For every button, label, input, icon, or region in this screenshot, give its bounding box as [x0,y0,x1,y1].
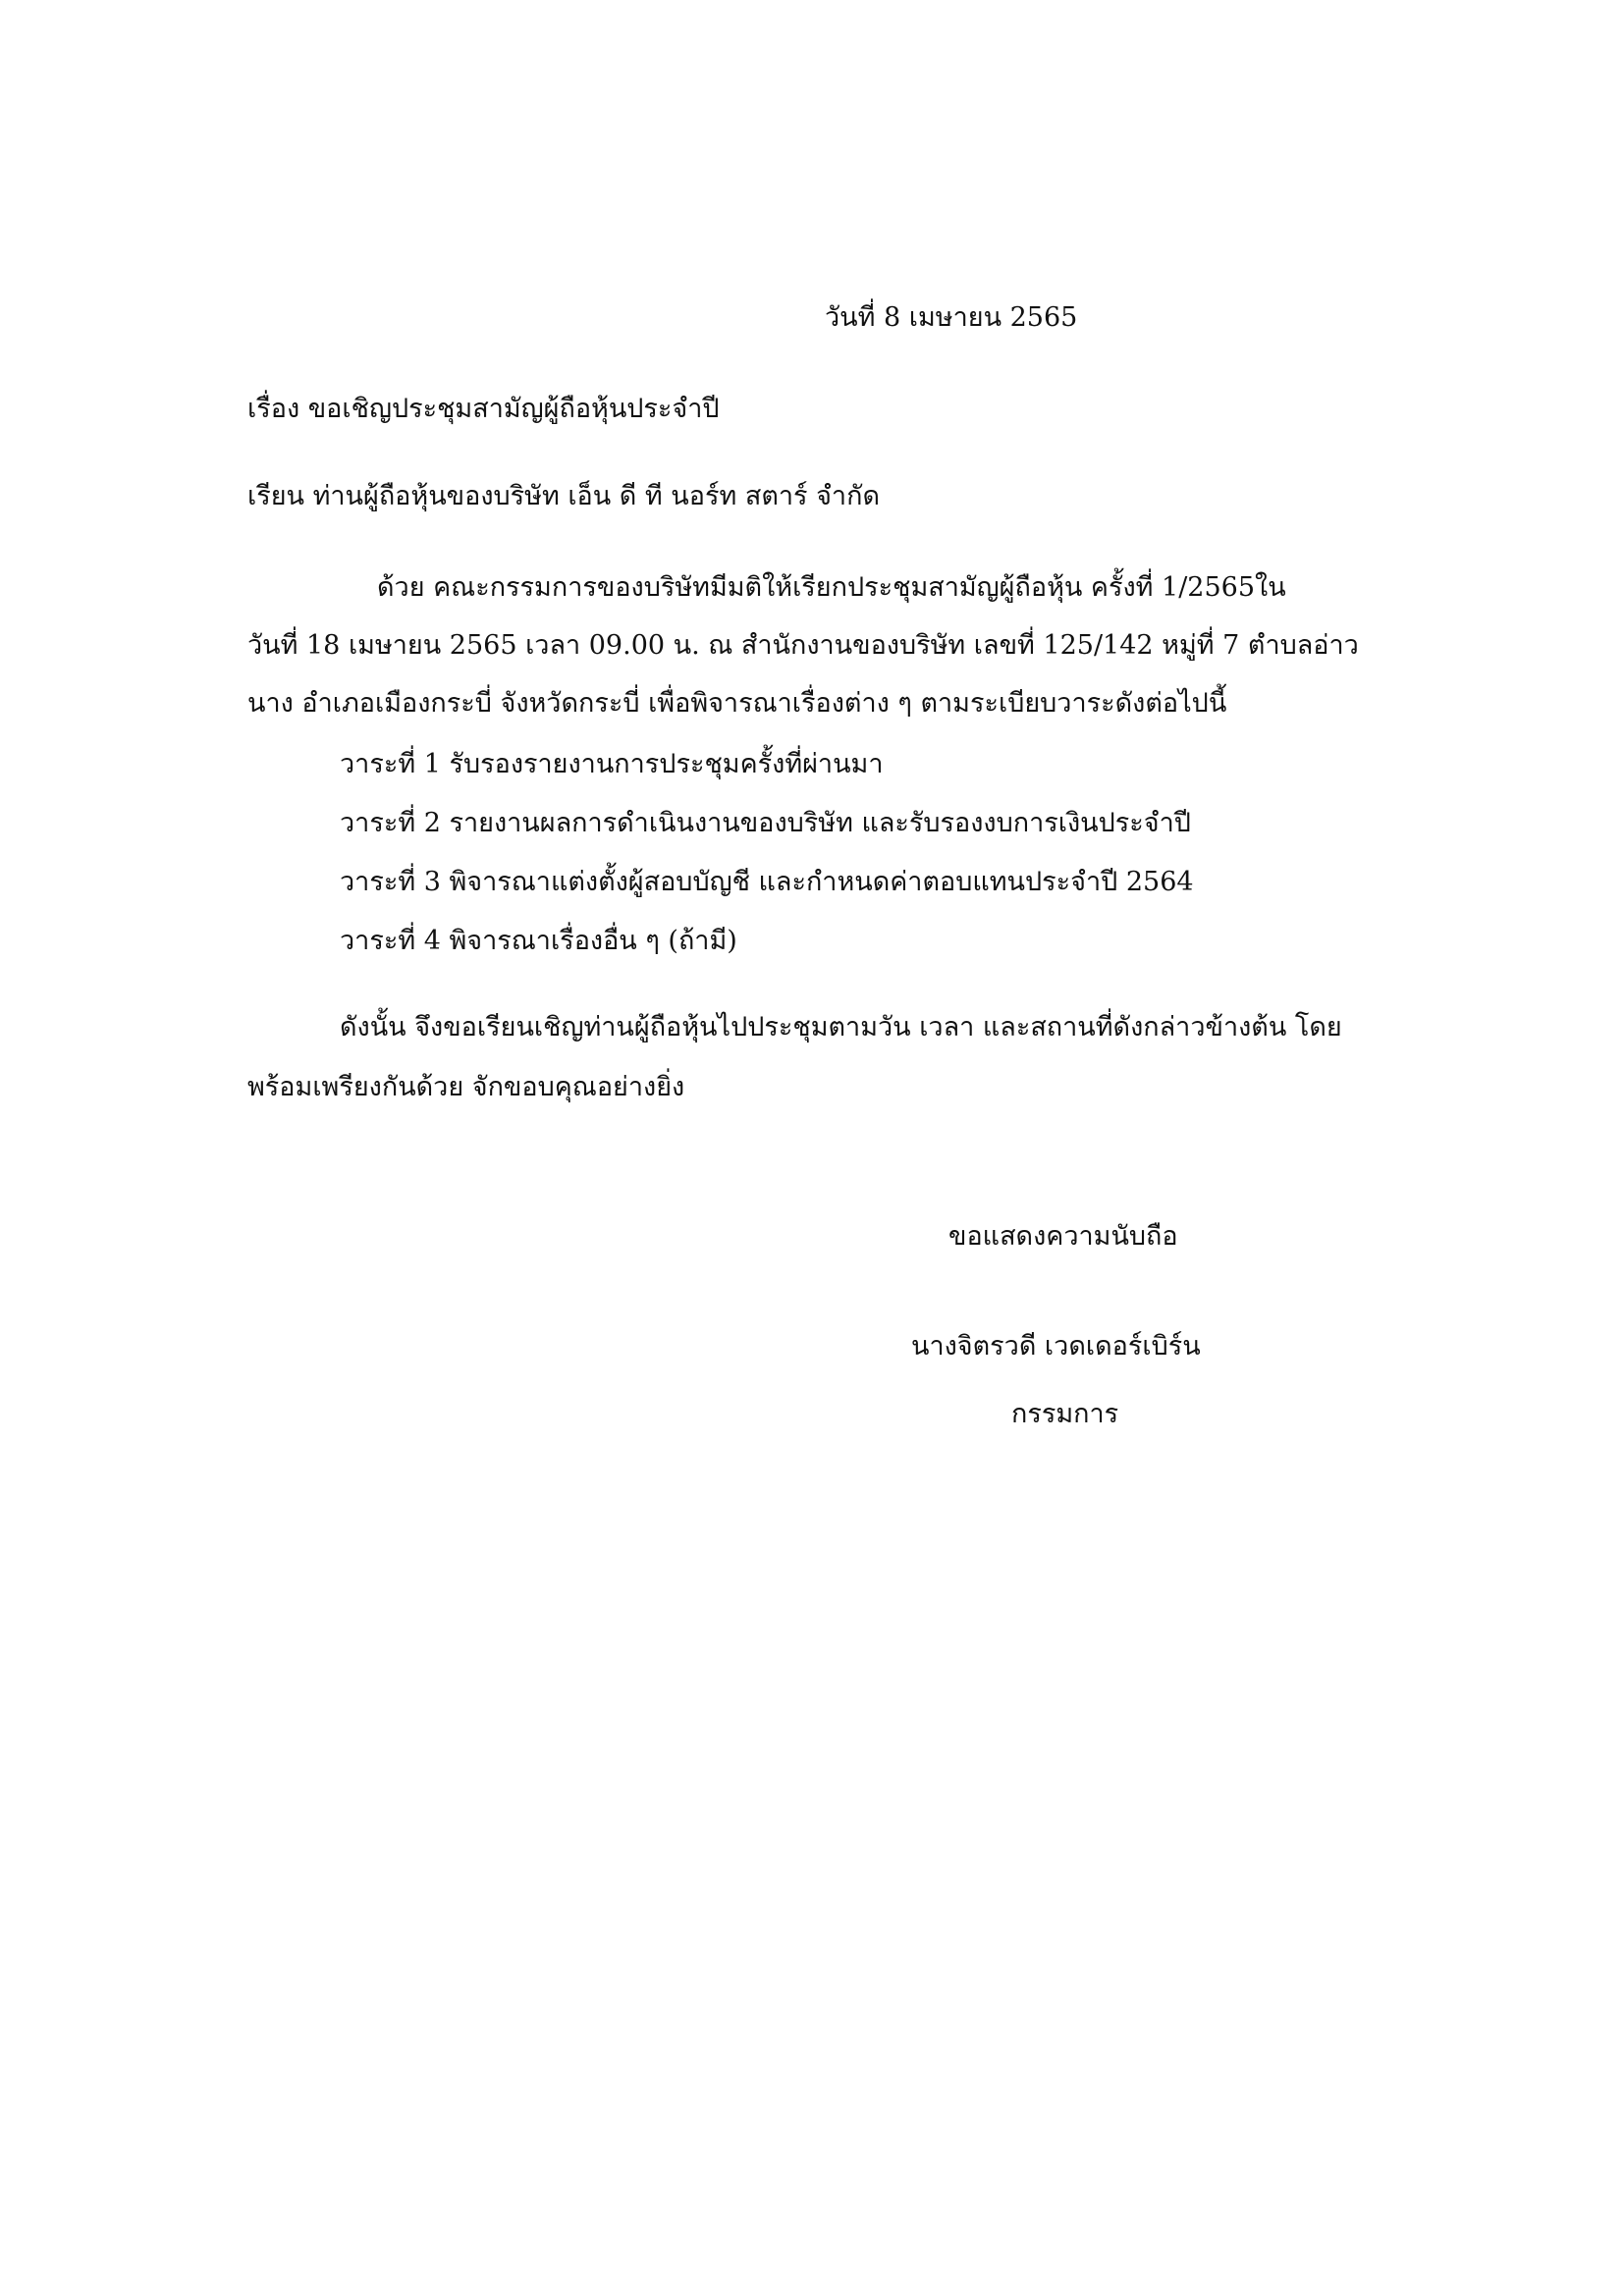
letter-date: วันที่ 8 เมษายน 2565 [825,302,1078,333]
agenda-item: วาระที่ 1 รับรองรายงานการประชุมครั้งที่ผ่านมา [340,749,884,779]
signer-name: นางจิตรวดี เวดเดอร์เบิร์น [911,1331,1201,1362]
agenda-item: วาระที่ 4 พิจารณาเรื่องอื่น ๆ (ถ้ามี) [340,926,737,956]
closing-regards: ขอแสดงความนับถือ [948,1221,1178,1252]
letter-subject: เรื่อง ขอเชิญประชุมสามัญผู้ถือหุ้นประจำปี [247,394,720,424]
body-line: วันที่ 18 เมษายน 2565 เวลา 09.00 น. ณ สำนักงานของบริษัท เลขที่ 125/142 หมู่ที่ 7 ตำบลอ่าว [247,630,1359,661]
closing-line: ดังนั้น จึงขอเรียนเชิญท่านผู้ถือหุ้นไปประชุมตามวัน เวลา และสถานที่ดังกล่าวข้างต้น โดย [340,1012,1342,1042]
body-line: นาง อำเภอเมืองกระบี่ จังหวัดกระบี่ เพื่อพิจารณาเรื่องต่าง ๆ ตามระเบียบวาระดังต่อไปนี้ [247,688,1227,719]
letter-salutation: เรียน ท่านผู้ถือหุ้นของบริษัท เอ็น ดี ที นอร์ท สตาร์ จำกัด [247,481,880,511]
body-line: ด้วย คณะกรรมการของบริษัทมีมติให้เรียกประชุมสามัญผู้ถือหุ้น ครั้งที่ 1/2565ใน [377,572,1286,603]
agenda-item: วาระที่ 3 พิจารณาแต่งตั้งผู้สอบบัญชี และกำหนดค่าตอบแทนประจำปี 2564 [340,867,1194,897]
agenda-item: วาระที่ 2 รายงานผลการดำเนินงานของบริษัท และรับรองงบการเงินประจำปี [340,808,1191,838]
signer-title: กรรมการ [1011,1399,1119,1429]
closing-line: พร้อมเพรียงกันด้วย จักขอบคุณอย่างยิ่ง [247,1072,685,1102]
